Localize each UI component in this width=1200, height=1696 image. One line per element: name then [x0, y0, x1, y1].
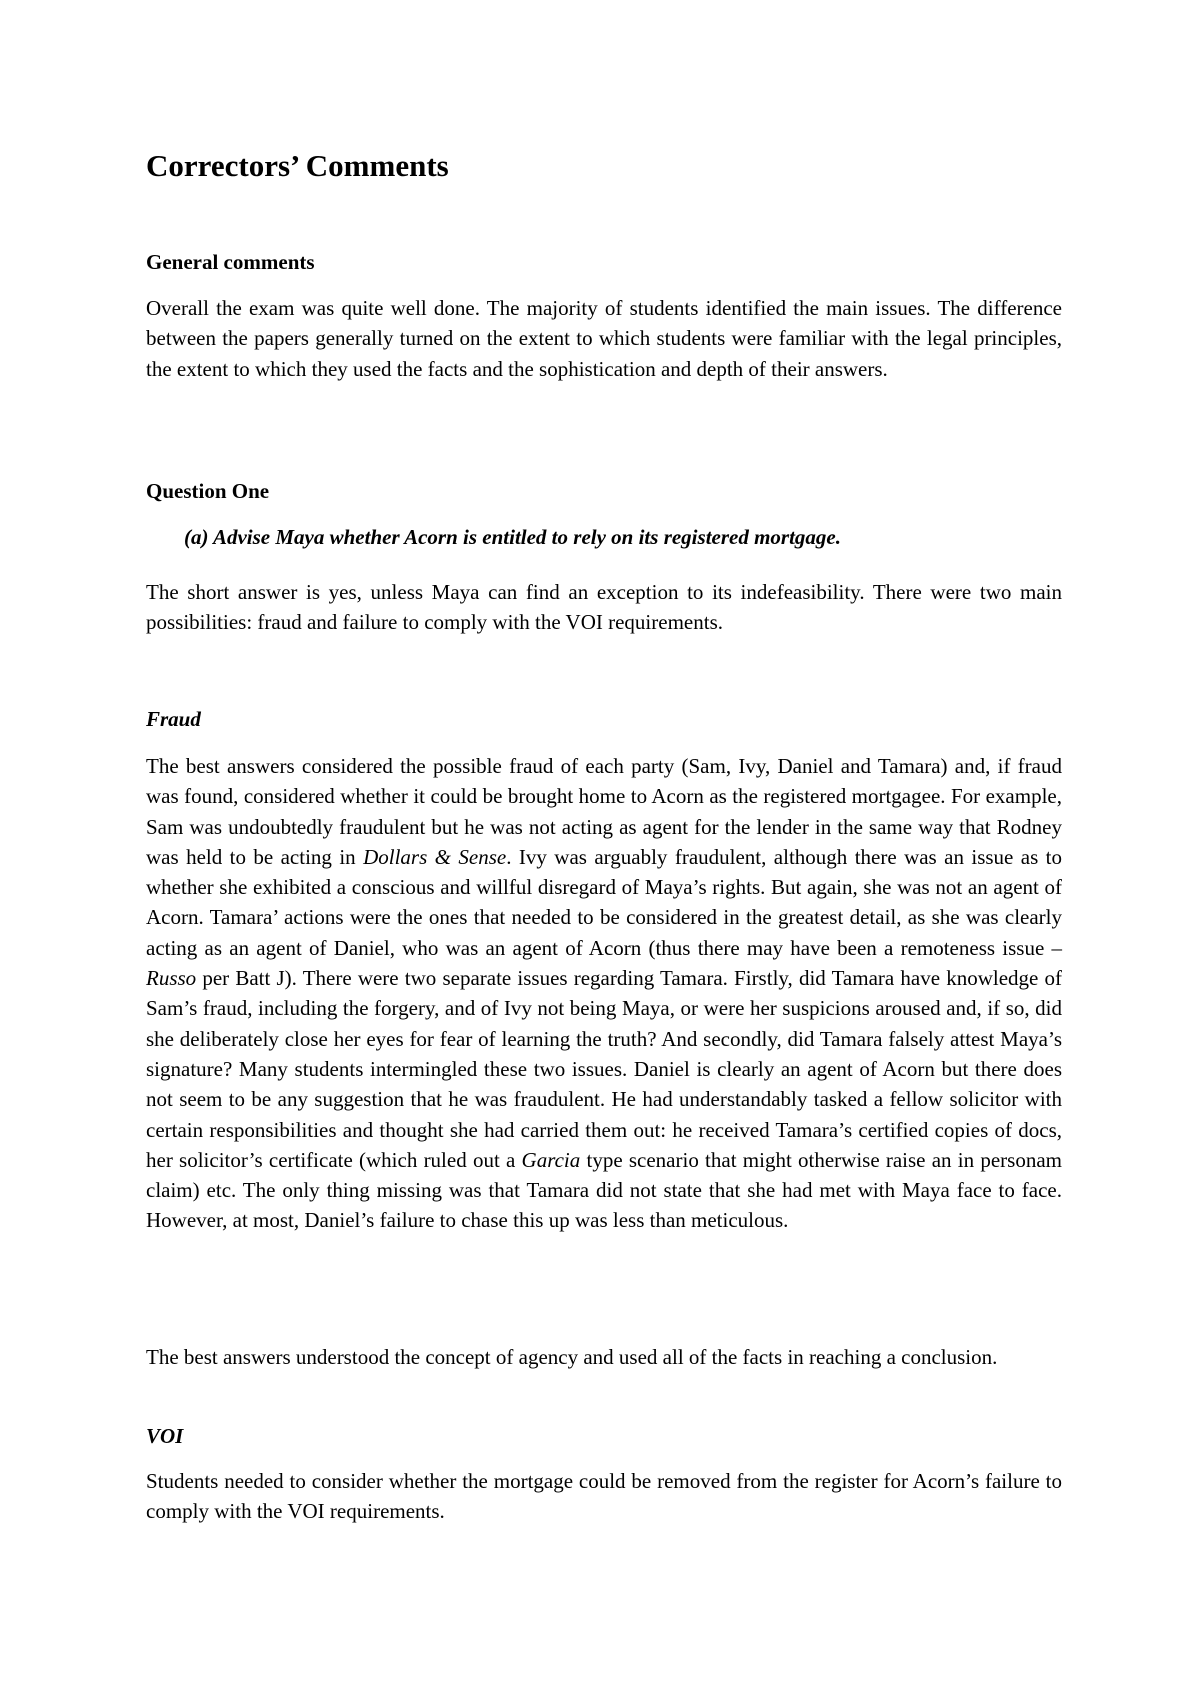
- page-title: Correctors’ Comments: [146, 148, 449, 183]
- fraud-text-4: type scenario that might otherwise raise an in personam claim) etc. The only thing missing was that Tamara did not state that she had met with Maya face to face. However, at most, Daniel’s failure to chase this up was less than meticulous.: [146, 1147, 1062, 1233]
- fraud-text-1: The best answers considered the possible fraud of each party (Sam, Ivy, Daniel and Tamara) and, if fraud was found, considered whether it could be brought home to Acorn as the registered mortgagee. For example, Sam was undoubtedly fraudulent but he was not acting as agent for the lender in the same way that Rodney was held to be acting in: [146, 754, 1062, 869]
- agency-paragraph: The best answers understood the concept of agency and used all of the facts in reaching a conclusion.: [146, 1345, 998, 1369]
- question-part-a: (a) Advise Maya whether Acorn is entitled to rely on its registered mortgage.: [184, 525, 841, 549]
- fraud-text-2: . Ivy was arguably fraudulent, although there was an issue as to whether she exhibited a conscious and willful disregard of Maya’s rights. But again, she was not an agent of Acorn. Tamara’ actions were the ones that needed to be considered in the greatest detail, as she was clearly acting as an agent of Daniel, who was an agent of Acorn (thus there may have been a remoteness issue –: [146, 844, 1063, 960]
- fraud-paragraph: [146, 751, 1062, 1236]
- case-garcia: Garcia: [521, 1147, 581, 1172]
- general-comments-paragraph: Overall the exam was quite well done. The majority of students identified the main issues. The difference between the papers generally turned on the extent to which students were familiar with the legal principles, the extent to which they used the facts and the sophistication and depth of their answers.: [146, 296, 1062, 381]
- voi-paragraph: Students needed to consider whether the mortgage could be removed from the register for Acorn’s failure to comply with the VOI requirements.: [146, 1469, 1062, 1524]
- general-comments-heading: General comments: [146, 250, 315, 274]
- short-answer-paragraph: The short answer is yes, unless Maya can find an exception to its indefeasibility. There were two main possibilities: fraud and failure to comply with the VOI requirements.: [146, 580, 1062, 635]
- case-dollars-and-sense: Dollars & Sense: [363, 844, 507, 869]
- fraud-text-3: per Batt J). There were two separate issues regarding Tamara. Firstly, did Tamara have knowledge of Sam’s fraud, including the forgery, and of Ivy not being Maya, or were her suspicions aroused and, if so, did she deliberately close her eyes for fear of learning the truth? And secondly, did Tamara falsely attest Maya’s signature? Many students intermingled these two issues. Daniel is clearly an agent of Acorn but there does not seem to be any suggestion that he was fraudulent. He had understandably tasked a fellow solicitor with certain responsibilities and thought she had carried them out: he received Tamara’s certified copies of docs, her solicitor’s certificate (which ruled out a: [146, 966, 1062, 1172]
- fraud-subheading: Fraud: [146, 707, 201, 731]
- case-russo: Russo: [146, 966, 197, 991]
- question-one-heading: Question One: [146, 479, 270, 503]
- voi-subheading: VOI: [146, 1424, 184, 1448]
